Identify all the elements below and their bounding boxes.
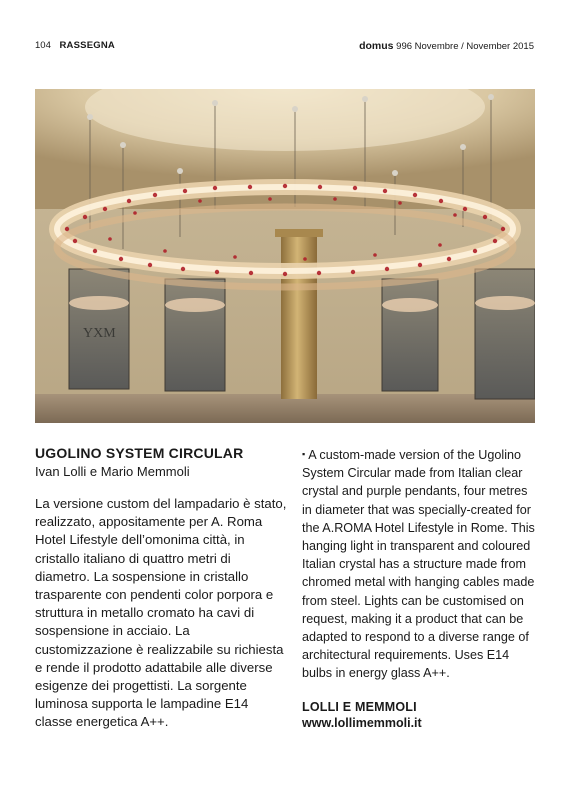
italian-column: [35, 445, 287, 732]
issue-info: 996 Novembre / November 2015: [396, 41, 534, 52]
product-title: UGOLINO SYSTEM CIRCULAR: [35, 445, 244, 461]
body-text-italian: La versione custom del lampadario è stato, realizzato, appositamente per A. Roma Hotel Lifestyle dell’omonima città, in cristallo italiano di quattro metri di diametro. La sospensione in cristallo trasparente con pendenti color porpora e struttura in metallo cromato ha cavi di sospensione in acciaio. La customizzazione è realizzabile su richiesta e rende il prodotto adattabile alle diverse esigenze dei progettisti. La sorgente luminosa supporta le lampadine E14 classe energetica A++.: [35, 496, 287, 730]
brand-name: LOLLI E MEMMOLI: [302, 699, 417, 714]
header-right: [359, 40, 534, 52]
english-column: [302, 445, 536, 730]
page-number: 104: [35, 40, 51, 51]
bullet-square-icon: ▪: [302, 449, 306, 459]
body-text-english: A custom-made version of the Ugolino System Circular made from Italian clear crystal and purple pendants, four metres in diameter that was specially-created for the A.ROMA Hotel Lifestyle in Rome. This hanging light in transparent and coloured Italian crystal has a structure made from chromed metal with hanging cables made from steel. Lights can be customised on request, making it a product that can be adapted to respond to a diverse range of architectural requirements. Uses E14 bulbs in energy glass A++.: [302, 448, 535, 681]
chandelier-photo: [35, 89, 535, 423]
header-left: [35, 40, 115, 51]
magazine-name: domus: [359, 40, 394, 52]
wall-sign: YXM: [83, 326, 116, 341]
page-header: [35, 40, 534, 54]
section-name: RASSEGNA: [59, 40, 115, 51]
body-text-english-paragraph: [302, 445, 536, 683]
designers: Ivan Lolli e Mario Memmoli: [35, 464, 190, 479]
website-url: www.lollimemmoli.it: [302, 715, 422, 730]
